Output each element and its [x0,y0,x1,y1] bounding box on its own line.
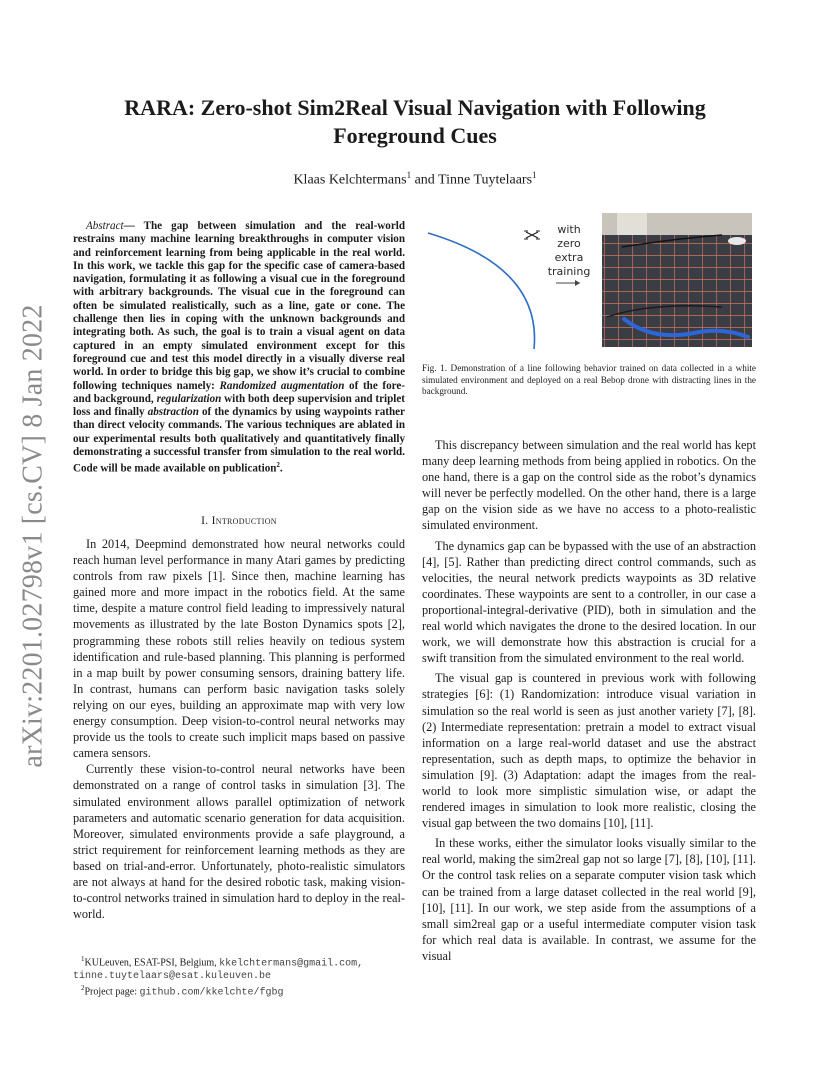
real-world-photo [602,213,752,347]
affiliation-mark: 1 [532,170,537,180]
body-paragraph: Currently these vision-to-control neural networks have been demonstrated on a range of control tasks in simulation [3]. The simulated environment allows parallel optimization of network parameters and automatic scenario generation for data acquisition. Moreover, simulated environments provide a safe playground, a strict requirement for reinforcement learning methods as they are based on trial-and-error. Unfortunately, photo-realistic simulators are not always at hand for the desired robotic task, making vision-to-control networks trained in simulation hard to deploy in the real-world. [73,762,405,922]
abstract [73,220,405,476]
section-heading [73,515,405,527]
footnote-affiliation: KULeuven, ESAT-PSI, Belgium, [84,957,220,969]
author-name: Klaas Kelchtermans [293,172,407,188]
footnotes [73,954,413,998]
footnote-1 [73,954,413,983]
overlay-word: extra [554,251,584,264]
abstract-term: Randomized augmentation [219,379,345,392]
overlay-word: with [557,223,581,236]
body-paragraph: In these works, either the simulator looks visually similar to the real world, making the sim2real gap not so large [7], [8], [10], [11]. Or the control task relies on a separate computer vision task which can be trained from a large dataset collected in the real world [9], [10], [11]. In our work, we step aside from the assumptions of a small sim2real gap or a useful intermediate computer vision task for which real data is available. In contrast, we assume for the visual [422,836,756,963]
project-link[interactable]: github.com/kkelchte/fgbg [139,986,284,998]
paper-title: RARA: Zero-shot Sim2Real Visual Navigation with Following Foreground Cues [124,95,706,148]
abstract-term: regularization [156,392,222,405]
abstract-text: The gap between simulation and the real-world restrains many machine learning breakthroughs in computer vision and reinforcement learning from being applicable in the real world. In this work, we tackle this gap for the specific case of camera-based navigation, formulating it as following a visual cue in the foreground with arbitrary backgrounds. The visual cue in the foreground can often be simulated realistically, such as a line, gate or cone. The challenge then lies in coping with the unknown backgrounds and integrating both. As such, the goal is to train a visual agent on data captured in an empty simulated environment except for this foreground cue and test this model directly in a visually diverse real world. In order to bridge this big gap, we show it’s crucial to combine following techniques namely: [73,220,405,392]
section-number: I. [201,515,212,527]
author-conjunction: and [411,172,439,188]
author-name: Tinne Tuytelaars [438,172,533,188]
drone-icon [524,231,540,239]
body-paragraph: In 2014, Deepmind demonstrated how neural networks could reach human level performance in many Atari games by predicting controls from raw pixels [1]. Since then, machine learning has gained more and more impact in the robotics field. At the same time, despite a mature control field leading to impressively natural movements as illustrated by the late Boston Dynamics spots [2], programming these robots still relies heavily on tedious system identification and rule-based planning. This planning is performed in a map built by power consuming sensors, draining battery life. In contrast, humans can perform basic navigation tasks solely relying on our eyes, building an approximate map with very low energy consumption. Deep vision-to-control neural networks may provide us the tools to create such implicit maps based on passive camera sensors. [73,537,405,761]
abstract-dash: — [123,220,144,232]
abstract-text: of the dynamics by using waypoints rather than direct velocity commands. The various techniques are ablated in our experimental results both qualitatively and quantitatively finally demonstrating a successful transfer from simulation to the real world. Code will be made available on publication [73,406,405,476]
footnote-2 [73,983,413,999]
abstract-term: abstraction [147,406,199,419]
footnote-mark: 1 [81,955,85,963]
footnote-mark: 2 [276,461,280,470]
affiliation-mark: 1 [406,170,412,180]
left-column [73,536,405,922]
arxiv-stamp-text: arXiv:2201.02798v1 [cs.CV] 8 Jan 2022 [18,304,49,768]
footnote-mark: 2 [81,983,85,992]
abstract-heading: Abstract [86,220,124,232]
email-link[interactable]: kkelchtermans@gmail.com, [219,958,364,970]
body-paragraph: The dynamics gap can be bypassed with the use of an abstraction [4], [5]. Rather than predicting direct control commands, such as velocities, the neural network predicts waypoints as 3D relative coordinates. These waypoints are sent to a controller, in our case a proportional-integral-derivative (PID), both in simulation and the real world which navigates the drone to the desired location. In our work, we will demonstrate how this abstraction is crucial for a swift transition from the simulated environment to the real world. [422,538,756,666]
abstract-end: . [279,463,283,476]
arxiv-stamp [14,296,54,776]
email-link[interactable]: tinne.tuytelaars@esat.kuleuven.be [73,970,272,982]
figure-caption: Fig. 1. Demonstration of a line following behavior trained on data collected in a white simulated environment and deployed on a real Bebop drone with distracting lines in the background. [422,363,756,396]
body-paragraph: The visual gap is countered in previous work with following strategies [6]: (1) Randomization: introduce visual variation in simulation so the real world is seen as just another variety [7], [8]. (2) Intermediate representation: pretrain a model to extract visual information on a large real-world dataset and use the abstract representation, such as depth maps, to optimize the behavior in simulation [9]. (3) Adaptation: adapt the images from the real-world to look more simplistic simulation wise, or adapt the rendered images in simulation to look more realistic, closing the visual gap between the two domains [10], [11]. [422,671,756,831]
abstract-text: with both deep supervision and triplet loss and finally [73,392,405,419]
simulated-line-path [428,233,535,349]
figure-1 [422,207,756,357]
footnote-label: Project page: [84,985,140,997]
section-title: Introduction [211,515,277,527]
author-line [90,170,740,189]
arrow-right-icon [556,280,580,286]
overlay-word: zero [557,237,581,250]
abstract-text: of the fore- and background, [73,379,405,405]
right-column [422,437,756,964]
overlay-word: training [547,265,591,278]
figure-illustration [422,207,756,357]
body-paragraph: This discrepancy between simulation and the real world has kept many deep learning methods from being applied in robotics. On the one hand, there is a gap on the control side as the robot’s dynamics will never be perfectly modelled. On the other hand, there is a large gap on the vision side as we have no access to a photo-realistic simulated environment. [422,438,756,533]
